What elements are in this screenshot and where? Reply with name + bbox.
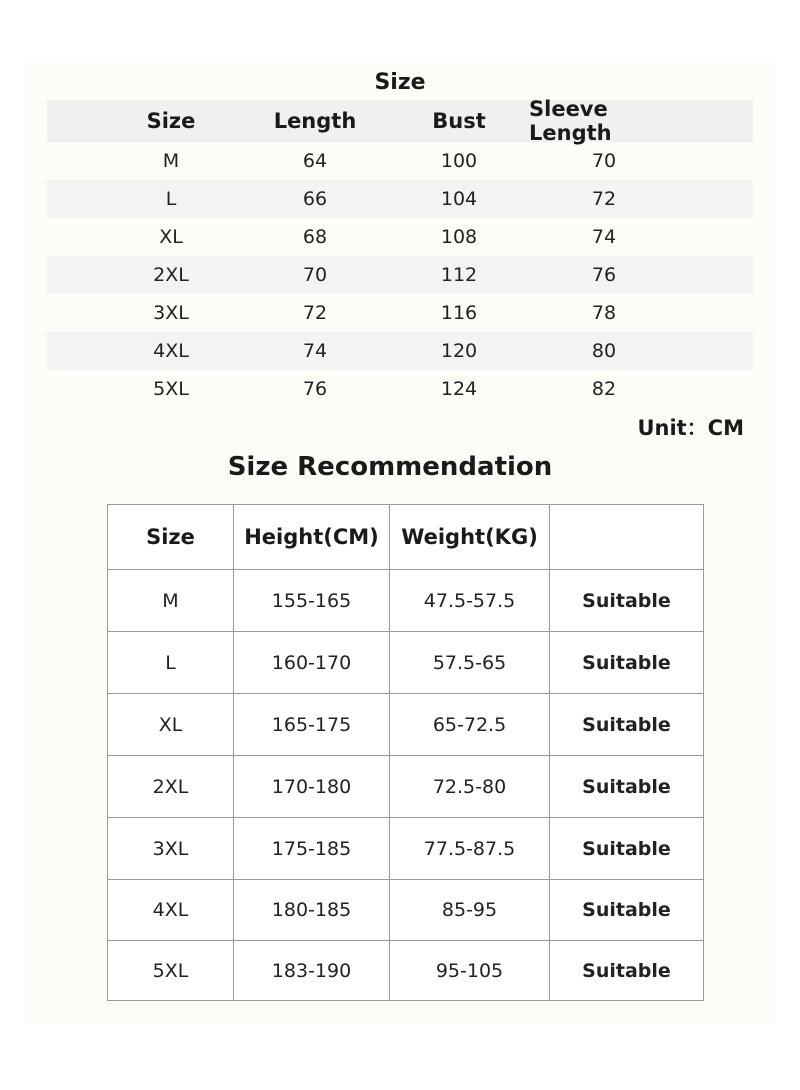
table-row [108,570,703,632]
table-row [108,941,703,1000]
cell-size: M [108,570,234,631]
table-row [108,880,703,941]
table-row [47,218,753,256]
cell-fit: Suitable [582,837,671,860]
cell-fit: Suitable [582,713,671,736]
cell-height: 180-185 [234,880,390,940]
size-chart-header-row [47,97,753,145]
header-length: Length [273,109,357,133]
table-row [47,180,753,218]
cell-height: 175-185 [234,818,390,879]
cell-weight: 57.5-65 [390,632,550,693]
cell-sleeve-length: 74 [591,226,617,248]
cell-size: M [162,150,180,172]
cell-length: 68 [302,226,328,248]
table-row [47,332,753,370]
cell-size: 4XL [153,340,189,362]
cell-fit: Suitable [582,589,671,612]
cell-height: 183-190 [234,941,390,1000]
cell-size: 5XL [153,378,189,400]
header-bust: Bust [432,109,486,133]
header-sleeve-length: Sleeve Length [529,97,612,145]
recommendation-table [107,504,704,1001]
cell-bust: 108 [440,226,478,248]
table-row [47,294,753,332]
cell-bust: 120 [440,340,478,362]
table-row [108,632,703,694]
cell-fit: Suitable [582,899,671,921]
table-row [47,370,753,408]
table-row [108,756,703,818]
cell-size: 3XL [108,818,234,879]
unit-label: Unit：CM [637,416,744,440]
header-fit [550,505,703,569]
header-size: Size [146,109,196,133]
cell-length: 64 [302,150,328,172]
cell-length: 76 [302,378,328,400]
cell-height: 155-165 [234,570,390,631]
cell-fit: Suitable [582,959,671,982]
size-chart-title: Size [374,70,426,95]
cell-bust: 104 [440,188,478,210]
cell-weight: 72.5-80 [390,756,550,817]
cell-sleeve-length: 82 [591,378,617,400]
cell-bust: 124 [440,378,478,400]
cell-length: 66 [302,188,328,210]
cell-bust: 112 [440,264,478,286]
cell-size: L [108,632,234,693]
cell-length: 72 [302,302,328,324]
cell-size: 4XL [108,880,234,940]
cell-bust: 116 [440,302,478,324]
cell-length: 74 [302,340,328,362]
cell-weight: 95-105 [390,941,550,1000]
table-row [108,694,703,756]
cell-weight: 65-72.5 [390,694,550,755]
table-row [47,256,753,294]
cell-length: 70 [302,264,328,286]
cell-sleeve-length: 72 [591,188,617,210]
cell-size: XL [159,226,183,248]
cell-sleeve-length: 80 [591,340,617,362]
cell-bust: 100 [440,150,478,172]
header-size: Size [108,505,234,569]
table-row [47,142,753,180]
recommendation-title: Size Recommendation [227,452,553,482]
cell-size: 2XL [108,756,234,817]
cell-height: 170-180 [234,756,390,817]
cell-sleeve-length: 76 [591,264,617,286]
cell-sleeve-length: 70 [591,150,617,172]
cell-size: 5XL [108,941,234,1000]
table-row [108,818,703,880]
recommendation-header-row [108,505,703,570]
cell-weight: 47.5-57.5 [390,570,550,631]
cell-size: XL [108,694,234,755]
cell-sleeve-length: 78 [591,302,617,324]
cell-weight: 77.5-87.5 [390,818,550,879]
cell-height: 160-170 [234,632,390,693]
cell-weight: 85-95 [390,880,550,940]
header-weight: Weight(KG) [390,505,550,569]
cell-fit: Suitable [582,651,671,674]
cell-size: 3XL [153,302,189,324]
cell-fit: Suitable [582,775,671,798]
cell-height: 165-175 [234,694,390,755]
header-height: Height(CM) [234,505,390,569]
cell-size: 2XL [153,264,189,286]
cell-size: L [165,188,177,210]
